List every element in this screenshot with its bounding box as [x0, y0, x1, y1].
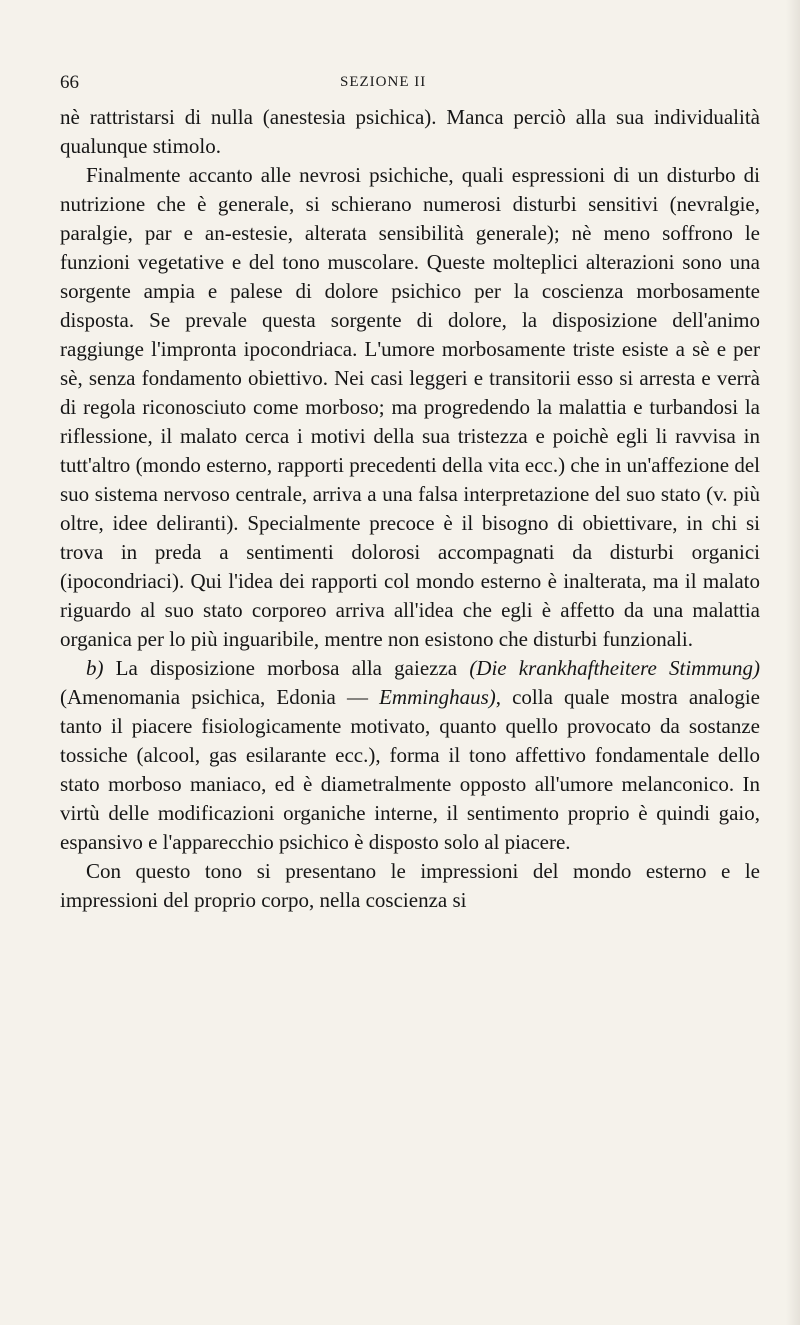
author-citation: Emminghaus)	[379, 685, 496, 709]
paragraph-gaiezza-text-b: (Amenomania psichica, Edonia —	[60, 685, 380, 709]
page-header	[60, 72, 620, 96]
paragraph-gaiezza	[60, 654, 760, 857]
paragraph-continuation: nè rattristarsi di nulla (anestesia psichica). Manca perciò alla sua individualità qualunque stimolo.	[60, 105, 760, 158]
running-head: SEZIONE II	[340, 74, 427, 90]
page-edge-shadow	[786, 0, 800, 1325]
german-term: (Die krankhaftheitere Stimmung)	[469, 656, 760, 680]
paragraph-gaiezza-text-a: La disposizione morbosa alla gaiezza	[103, 656, 470, 680]
body-text	[60, 103, 760, 915]
paragraph-gaiezza-text-c: , colla quale mostra analogie tanto il piacere fisiologicamente motivato, quanto quello provocato da sostanze tossiche (alcool, gas esilarante ecc.), forma il tono affettivo fondamentale dello stato morboso maniaco, ed è diametralmente opposto all'umore melanconico. In virtù delle modificazioni organiche interne, il sentimento proprio è quindi gaio, espansivo e l'apparecchio psichico è disposto solo al piacere.	[60, 685, 760, 854]
page-number: 66	[60, 72, 79, 93]
section-label: b)	[86, 656, 104, 680]
paragraph-nevrosi: Finalmente accanto alle nevrosi psichiche, quali espressioni di un disturbo di nutrizione che è generale, si schierano numerosi disturbi sensitivi (nevralgie, paralgie, par e an-estesie, alterata sensibilità generale); nè meno soffrono le funzioni vegetative e del tono muscolare. Queste molteplici alterazioni sono una sorgente ampia e palese di dolore psichico per la coscienza morbosamente disposta. Se prevale questa sorgente di dolore, la disposizione dell'animo raggiunge l'impronta ipocondriaca. L'umore morbosamente triste esiste a sè e per sè, senza fondamento obiettivo. Nei casi leggeri e transitorii esso si arresta e verrà di regola riconosciuto come morboso; ma progredendo la malattia e turbandosi la riflessione, il malato cerca i motivi della sua tristezza e poichè egli li ravvisa in tutt'altro (mondo esterno, rapporti precedenti della vita ecc.) che in un'affezione del suo sistema nervoso centrale, arriva a una falsa interpretazione del suo stato (v. più oltre, idee deliranti). Specialmente precoce è il bisogno di obiettivare, in chi si trova in preda a sentimenti dolorosi accompagnati da disturbi organici (ipocondriaci). Qui l'idea dei rapporti col mondo esterno è inalterata, ma il malato riguardo al suo stato corporeo arriva all'idea che egli è affetto da una malattia organica per lo più inguaribile, mentre non esistono che disturbi funzionali.	[60, 163, 760, 651]
paragraph-final: Con questo tono si presentano le impressioni del mondo esterno e le impressioni del proprio corpo, nella coscienza si	[60, 859, 760, 912]
